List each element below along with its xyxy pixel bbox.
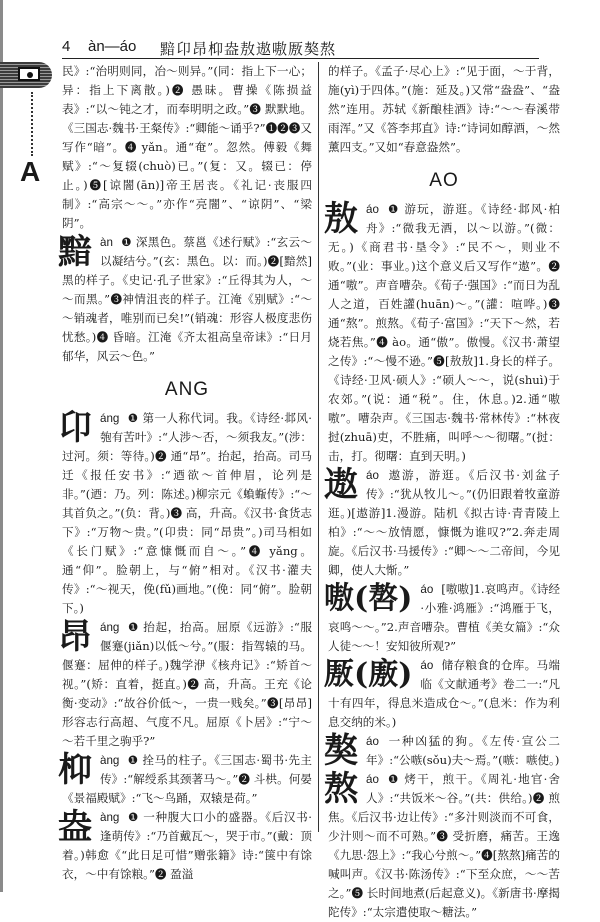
- dictionary-entry: [324, 465, 560, 580]
- page-number: 4: [62, 38, 71, 55]
- headword: 盎: [58, 807, 92, 847]
- pinyin: áo: [366, 773, 379, 786]
- dictionary-entry: [58, 807, 312, 884]
- pinyin: áo: [366, 469, 379, 482]
- pinyin: àng: [100, 811, 120, 824]
- pinyin: áng: [100, 412, 120, 425]
- guide-pinyin-range: àn—áo: [88, 38, 137, 55]
- definition: 遨游，游逛。《后汉书·刘盆子传》:“犹从牧儿～。”(仍旧跟着牧童游逛。)[遨游]1.漫游。陆机《拟古诗·青青陵上柏》:“～～放情愿，慷慨为谁叹?”2.奔走周旋。《后汉书·马援传》:“卿～～二帝间，今见卿，使人大惭。”: [328, 468, 560, 577]
- headword: 遨: [324, 465, 358, 505]
- definition: ❶ 拴马的柱子。《三国志·蜀书·先主传》:“解绶系其颈著马～。”❷ 斗栱。何晏《景福殿赋》:“飞～鸟踊，双辕是荷。”: [62, 753, 312, 805]
- headword: 昂: [58, 617, 92, 657]
- continuation-text: 民》:“治明则同，冶～则异。”(同：指上下一心；异：指上下离散。)❷ 愚昧。曹操《陈损益表》:“以～钝之才，而奉明明之政。”❸ 默默地。《三国志·魏书·王粲传》:“卿能～诵乎?”❶❷❸又写作“暗”。❹ yǎn。通“奄”。忽然。傅毅《舞赋》:“～复辍(chuò)已。”(复：又。辍已：停止。)❺[谅闇(ān)]帝王居丧。《礼记·丧服四制》:“高宗～～。”亦作“亮闇”、“谅阴”、“梁阴”。: [62, 64, 312, 230]
- left-column: [58, 62, 312, 884]
- headword: 枊: [58, 750, 92, 790]
- thumb-index-letter: A: [20, 156, 41, 187]
- page-edge: [0, 0, 3, 892]
- definition: ❶ 第一人称代词。我。《诗经·邶风·匏有苦叶》:“人涉～否，～须我友。”(涉：过河。须：等待。)❷ 通“昂”。抬起，抬高。司马迁《报任安书》:“迺欲～首伸眉，论列是非。”(迺：乃。列：陈述。)柳宗元《蝜蝂传》:“～其首负之。”(负：背。)❸ 高，升高。《汉书·食货志下》:“万物～贵。”(卬贵：同“昂贵”。)司马相如《长门赋》:“意慷慨而自～。”❹ yǎng。通“仰”。脸朝上，与“俯”相对。《汉书·灌夫传》:“～视天，俛(fǔ)画地。”(俛：同“俯”。脸朝下。): [62, 411, 312, 615]
- guide-characters: 黯卬昂枊盎敖遨嗷厫獒熬: [160, 40, 337, 58]
- definition: ❶ 烤干，煎干。《周礼·地官·舍人》:“共饭米～谷。”(共：供给。)❷ 煎焦。《后汉书·边让传》:“多汁则淡而不可食，少汁则～而不可熟。”❸ 受折磨，痛苦。王逸《九思·怨上》:“我心兮煎～。”❹[熬熬]痛苦的喊叫声。《汉书·陈汤传》:“下至众庶，～～苦之。”❺ 长时间地煮(后起意义)。《新唐书·摩揭陀传》:“太宗遣使取～糖法。”: [328, 772, 560, 919]
- pinyin: áo: [366, 735, 379, 748]
- section-heading-ao: AO: [429, 170, 459, 191]
- dictionary-entry: [324, 769, 560, 922]
- definition: ❶ 一种腹大口小的盛器。《后汉书·逢萌传》:“乃首戴瓦～，哭于市。”(戴：顶着。)韩愈《“此日足可惜”赠张籍》诗:“箧中有馀衣，～中有馀粮。”❷ 盈溢: [62, 810, 312, 881]
- thumb-index-dotted-line: [31, 92, 33, 156]
- definition: ❶ 抬起，抬高。屈原《远游》:“服偃蹇(jiǎn)以低～兮。”(服：指驾辕的马。偃蹇：屈伸的样子。)魏学洢《核舟记》:“矫首～视。”(矫：直着，挺直。)❷ 高，升高。王充《论衡·变动》:“故谷价低～，一贵一贱矣。”❸[昂昂]形容志行高超、气度不凡。屈原《卜居》:“宁～～若千里之驹乎?”: [62, 620, 312, 748]
- page-header: [62, 36, 539, 59]
- dictionary-entry: [324, 199, 560, 466]
- right-column: [324, 62, 560, 922]
- definition: ❶ 深黑色。蔡邕《述行赋》:“玄云～以凝结兮。”(玄：黑色。以：而。)❷[黯然]黑的样子。《史记·孔子世家》:“丘得其为人，～～而黑。”❸神情沮丧的样子。江淹《别赋》:“～～销魂者，唯别而已矣!”(销魂：形容人极度悲伤忧愁。)❹ 昏暗。江淹《齐太祖高皇帝诔》:“日月郁华，风云～色。”: [62, 235, 312, 363]
- dictionary-entry: [324, 580, 560, 656]
- dictionary-entry: [58, 232, 312, 366]
- thumb-index-icon: [18, 67, 40, 81]
- pinyin: áo: [420, 583, 434, 596]
- headword: 敖: [324, 199, 358, 239]
- headword: 厫(廒): [324, 657, 413, 692]
- definition: 储存粮食的仓库。马端临《文献通考》卷二一:“凡十有四年，得息米造成仓～。”(息米：作为利息交纳的米。): [328, 658, 560, 729]
- definition: 一种凶猛的狗。《左传·宣公二年》:“公嗾(sǒu)夫～焉。”(嗾：嗾使。): [366, 734, 560, 767]
- pinyin: áo: [420, 659, 434, 672]
- definition: ❶ 游玩，游逛。《诗经·邶风·柏舟》:“微我无酒，以～以游。”(微：无。)《商君书·垦令》:“民不～，则业不败。”(业：事业。)这个意义后又写作“遨”。❷ 通“嗷”。声音嘈杂。《荀子·强国》:“而日为乱人之道，百姓讙(huān)～。”(讙：喧哗。)❸ 通“熬”。煎熬。《荀子·富国》:“天下～然，若烧若焦。”❹ ào。通“傲”。傲慢。《汉书·萧望之传》:“～慢不逊。”❺[敖敖]1.身长的样子。《诗经·卫风·硕人》:“硕人～～，说(shuì)于农郊。”(说：通“税”。住，休息。)2.通“嗷嗷”。嘈杂声。《三国志·魏书·常林传》:“林夜挝(zhuā)吏，不胜痛，叫呼～～彻曙。”(挝：击，打。彻曙：直到天明。): [328, 202, 560, 463]
- headword: 獒: [324, 731, 358, 771]
- column-divider: [318, 62, 319, 832]
- section-heading-ang: ANG: [164, 379, 210, 400]
- pinyin: àng: [100, 754, 120, 767]
- pinyin: áng: [100, 621, 120, 634]
- continuation-text: 的样子。《孟子·尽心上》:“见于面，～于背，施(yì)于四体。”(施：延及。)又常“盎盎”、“盎然”连用。苏轼《新酿桂酒》诗:“～～春溪带雨浑。”又《答李邦直》诗:“诗词如醇酒，～然薰四支。”又如“春意盎然”。: [328, 64, 560, 154]
- dictionary-entry: [58, 617, 312, 751]
- headword: 黯: [58, 232, 92, 272]
- dictionary-entry: [58, 408, 312, 618]
- dictionary-entry: [324, 656, 560, 732]
- dictionary-entry: [58, 750, 312, 808]
- pinyin: àn: [100, 236, 113, 249]
- headword: 卬: [58, 408, 92, 448]
- pinyin: áo: [366, 203, 379, 216]
- thumb-index-tab: [0, 62, 52, 88]
- headword: 嗷(嗸): [324, 581, 413, 616]
- dictionary-entry: [324, 731, 560, 771]
- definition: [嗷嗷]1.哀鸣声。《诗经·小雅·鸿雁》:“鸿雁于飞，哀鸣～～。”2.声音嘈杂。曹植《美女篇》:“众人徒～～！安知彼所观?”: [328, 582, 560, 653]
- headword: 熬: [324, 769, 358, 809]
